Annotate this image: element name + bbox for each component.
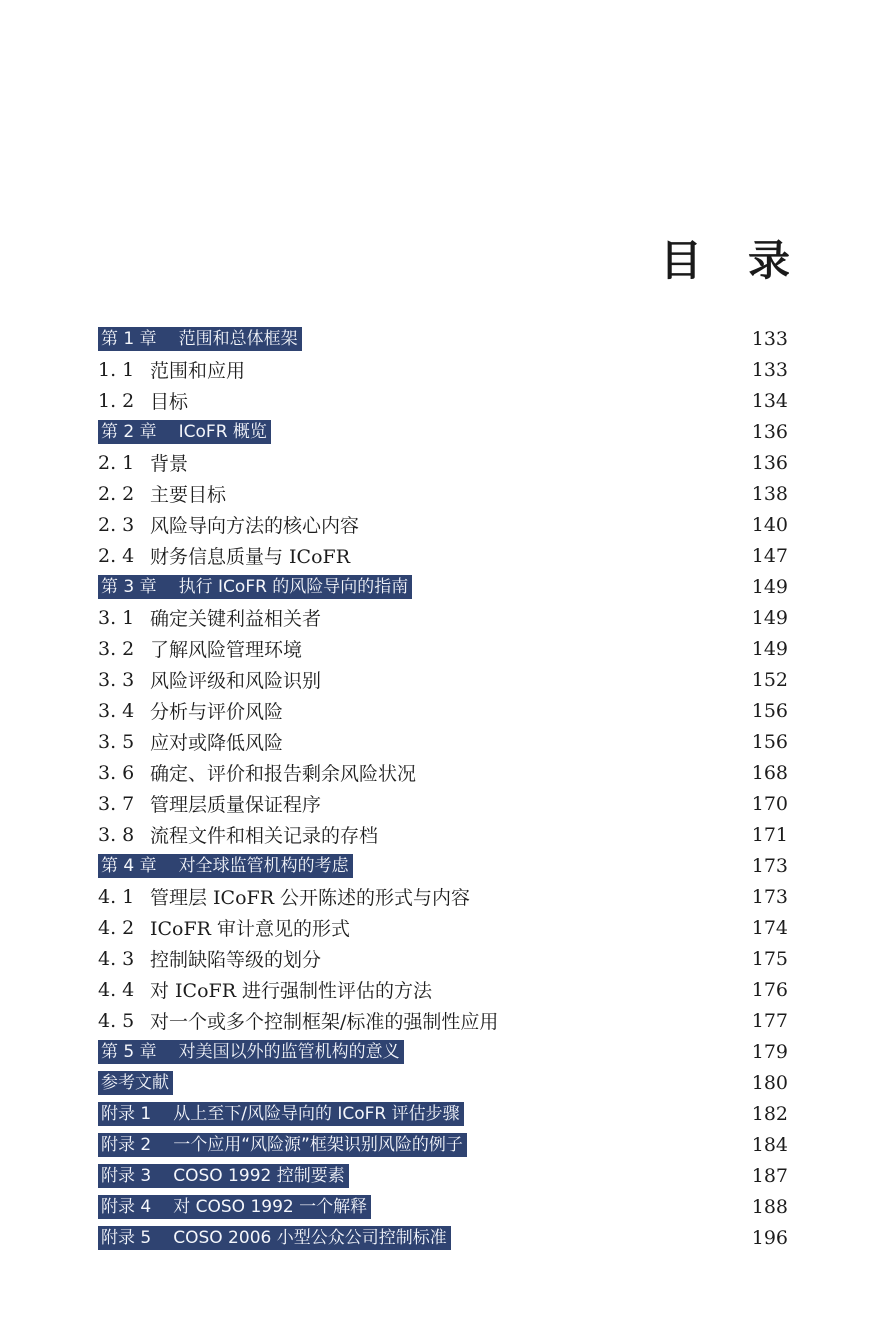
section-number: 4. 5 xyxy=(98,1009,135,1032)
page-number: 147 xyxy=(751,544,788,567)
toc-entry xyxy=(98,759,416,786)
section-number: 4. 2 xyxy=(98,916,135,939)
section-title: 流程文件和相关记录的存档 xyxy=(150,825,379,847)
toc-entry xyxy=(98,480,226,507)
toc-chapter-row xyxy=(98,571,788,602)
page-number: 175 xyxy=(751,947,788,970)
section-number: 2. 1 xyxy=(98,451,135,474)
page-number: 176 xyxy=(751,978,788,1001)
toc-chapter-row xyxy=(98,323,788,354)
page-number: 196 xyxy=(751,1226,788,1249)
toc-chapter-row xyxy=(98,850,788,881)
page-number: 138 xyxy=(751,482,788,505)
chapter-title: 一个应用“风险源”框架识别风险的例子 xyxy=(173,1134,463,1155)
section-number: 3. 7 xyxy=(98,792,135,815)
toc-entry xyxy=(98,976,432,1003)
chapter-number: 第 4 章 xyxy=(101,855,157,876)
toc-chapter-row xyxy=(98,416,788,447)
toc-entry xyxy=(98,1164,349,1188)
section-number: 4. 1 xyxy=(98,885,135,908)
section-number: 3. 6 xyxy=(98,761,135,784)
page-number: 184 xyxy=(751,1133,788,1156)
toc-entry xyxy=(98,1007,498,1034)
section-number: 3. 3 xyxy=(98,668,135,691)
toc-chapter-row xyxy=(98,1098,788,1129)
title-char-2: 录 xyxy=(747,236,790,285)
toc-entry xyxy=(98,728,283,755)
chapter-title: COSO 1992 控制要素 xyxy=(173,1165,345,1186)
page-number: 136 xyxy=(751,451,788,474)
toc-entry xyxy=(98,387,188,414)
chapter-number: 第 3 章 xyxy=(101,576,157,597)
page-number: 152 xyxy=(751,668,788,691)
section-number: 1. 1 xyxy=(98,358,135,381)
toc-entry xyxy=(98,1040,404,1064)
page-number: 177 xyxy=(751,1009,788,1032)
section-title: 财务信息质量与 ICoFR xyxy=(150,546,351,568)
toc-section-row xyxy=(98,385,788,416)
chapter-number: 附录 1 xyxy=(101,1103,152,1124)
toc-section-row xyxy=(98,943,788,974)
chapter-number: 附录 5 xyxy=(101,1227,152,1248)
section-title: 了解风险管理环境 xyxy=(150,639,303,661)
chapter-number: 第 5 章 xyxy=(101,1041,157,1062)
section-title: 对 ICoFR 进行强制性评估的方法 xyxy=(150,980,433,1002)
toc-entry xyxy=(98,1195,371,1219)
page-number: 156 xyxy=(751,730,788,753)
toc-entry xyxy=(98,883,470,910)
toc-entry xyxy=(98,327,302,351)
section-number: 3. 5 xyxy=(98,730,135,753)
toc-entry xyxy=(98,790,321,817)
toc-section-row xyxy=(98,354,788,385)
section-number: 4. 3 xyxy=(98,947,135,970)
toc-section-row xyxy=(98,1005,788,1036)
toc-entry xyxy=(98,635,302,662)
section-number: 3. 4 xyxy=(98,699,135,722)
toc-entry xyxy=(98,511,359,538)
toc-entry xyxy=(98,449,188,476)
toc-entry xyxy=(98,420,271,444)
toc-chapter-row xyxy=(98,1191,788,1222)
page-number: 136 xyxy=(751,420,788,443)
section-number: 3. 1 xyxy=(98,606,135,629)
toc-section-row xyxy=(98,726,788,757)
toc-entry xyxy=(98,821,378,848)
page-number: 134 xyxy=(751,389,788,412)
chapter-title: 对 COSO 1992 一个解释 xyxy=(173,1196,368,1217)
section-title: 风险导向方法的核心内容 xyxy=(150,515,360,537)
page-number: 133 xyxy=(751,358,788,381)
page-number: 149 xyxy=(751,637,788,660)
chapter-number: 第 2 章 xyxy=(101,421,157,442)
page-number: 188 xyxy=(751,1195,788,1218)
chapter-number: 附录 2 xyxy=(101,1134,152,1155)
toc-section-row xyxy=(98,695,788,726)
chapter-number: 附录 3 xyxy=(101,1165,152,1186)
chapter-number: 附录 4 xyxy=(101,1196,152,1217)
section-title: 目标 xyxy=(150,391,189,413)
toc-section-row xyxy=(98,757,788,788)
toc-entry xyxy=(98,1133,467,1157)
toc-section-row xyxy=(98,478,788,509)
toc-entry xyxy=(98,542,350,569)
page-number: 179 xyxy=(751,1040,788,1063)
section-title: 应对或降低风险 xyxy=(150,732,284,754)
section-title: 背景 xyxy=(150,453,189,475)
toc-section-row xyxy=(98,509,788,540)
page-number: 187 xyxy=(751,1164,788,1187)
toc-entry xyxy=(98,1071,173,1095)
toc-section-row xyxy=(98,881,788,912)
section-number: 2. 3 xyxy=(98,513,135,536)
toc-section-row xyxy=(98,912,788,943)
toc-entry xyxy=(98,666,321,693)
section-number: 3. 8 xyxy=(98,823,135,846)
toc-section-row xyxy=(98,819,788,850)
toc-section-row xyxy=(98,788,788,819)
section-title: 分析与评价风险 xyxy=(150,701,284,723)
toc-section-row xyxy=(98,602,788,633)
chapter-title: 执行 ICoFR 的风险导向的指南 xyxy=(178,576,409,597)
section-title: 主要目标 xyxy=(150,484,227,506)
section-title: 控制缺陷等级的划分 xyxy=(150,949,322,971)
toc-section-row xyxy=(98,540,788,571)
section-title: 范围和应用 xyxy=(150,360,246,382)
toc-entry xyxy=(98,697,283,724)
chapter-title: 范围和总体框架 xyxy=(178,328,298,349)
toc-chapter-row xyxy=(98,1036,788,1067)
chapter-title: ICoFR 概览 xyxy=(178,421,267,442)
chapter-number: 参考文献 xyxy=(101,1072,169,1093)
page-number: 173 xyxy=(751,854,788,877)
title-char-1: 目 xyxy=(660,236,703,285)
table-of-contents xyxy=(98,323,788,1253)
toc-section-row xyxy=(98,664,788,695)
page-number: 149 xyxy=(751,606,788,629)
toc-section-row xyxy=(98,974,788,1005)
section-number: 1. 2 xyxy=(98,389,135,412)
section-title: 风险评级和风险识别 xyxy=(150,670,322,692)
page-number: 168 xyxy=(751,761,788,784)
section-title: ICoFR 审计意见的形式 xyxy=(150,918,351,940)
chapter-title: 从上至下/风险导向的 ICoFR 评估步骤 xyxy=(173,1103,460,1124)
page-number: 180 xyxy=(751,1071,788,1094)
toc-entry xyxy=(98,1102,464,1126)
toc-chapter-row xyxy=(98,1160,788,1191)
page-number: 149 xyxy=(751,575,788,598)
page-number: 173 xyxy=(751,885,788,908)
chapter-number: 第 1 章 xyxy=(101,328,157,349)
toc-entry xyxy=(98,854,353,878)
page-title xyxy=(660,236,790,286)
chapter-title: 对美国以外的监管机构的意义 xyxy=(178,1041,400,1062)
toc-entry xyxy=(98,575,412,599)
page-number: 170 xyxy=(751,792,788,815)
toc-entry xyxy=(98,356,245,383)
toc-entry xyxy=(98,914,350,941)
page-number: 140 xyxy=(751,513,788,536)
toc-entry xyxy=(98,1226,451,1250)
section-title: 对一个或多个控制框架/标准的强制性应用 xyxy=(150,1011,499,1033)
toc-entry xyxy=(98,945,321,972)
section-title: 确定关键利益相关者 xyxy=(150,608,322,630)
section-number: 4. 4 xyxy=(98,978,135,1001)
toc-entry xyxy=(98,604,321,631)
section-title: 管理层 ICoFR 公开陈述的形式与内容 xyxy=(150,887,471,909)
page-number: 156 xyxy=(751,699,788,722)
toc-section-row xyxy=(98,633,788,664)
section-title: 管理层质量保证程序 xyxy=(150,794,322,816)
page-number: 133 xyxy=(751,327,788,350)
toc-chapter-row xyxy=(98,1067,788,1098)
page-number: 171 xyxy=(751,823,788,846)
page-number: 182 xyxy=(751,1102,788,1125)
toc-chapter-row xyxy=(98,1129,788,1160)
toc-section-row xyxy=(98,447,788,478)
section-number: 2. 2 xyxy=(98,482,135,505)
chapter-title: COSO 2006 小型公众公司控制标准 xyxy=(173,1227,447,1248)
section-title: 确定、评价和报告剩余风险状况 xyxy=(150,763,417,785)
section-number: 3. 2 xyxy=(98,637,135,660)
section-number: 2. 4 xyxy=(98,544,135,567)
page-number: 174 xyxy=(751,916,788,939)
toc-chapter-row xyxy=(98,1222,788,1253)
chapter-title: 对全球监管机构的考虑 xyxy=(178,855,349,876)
